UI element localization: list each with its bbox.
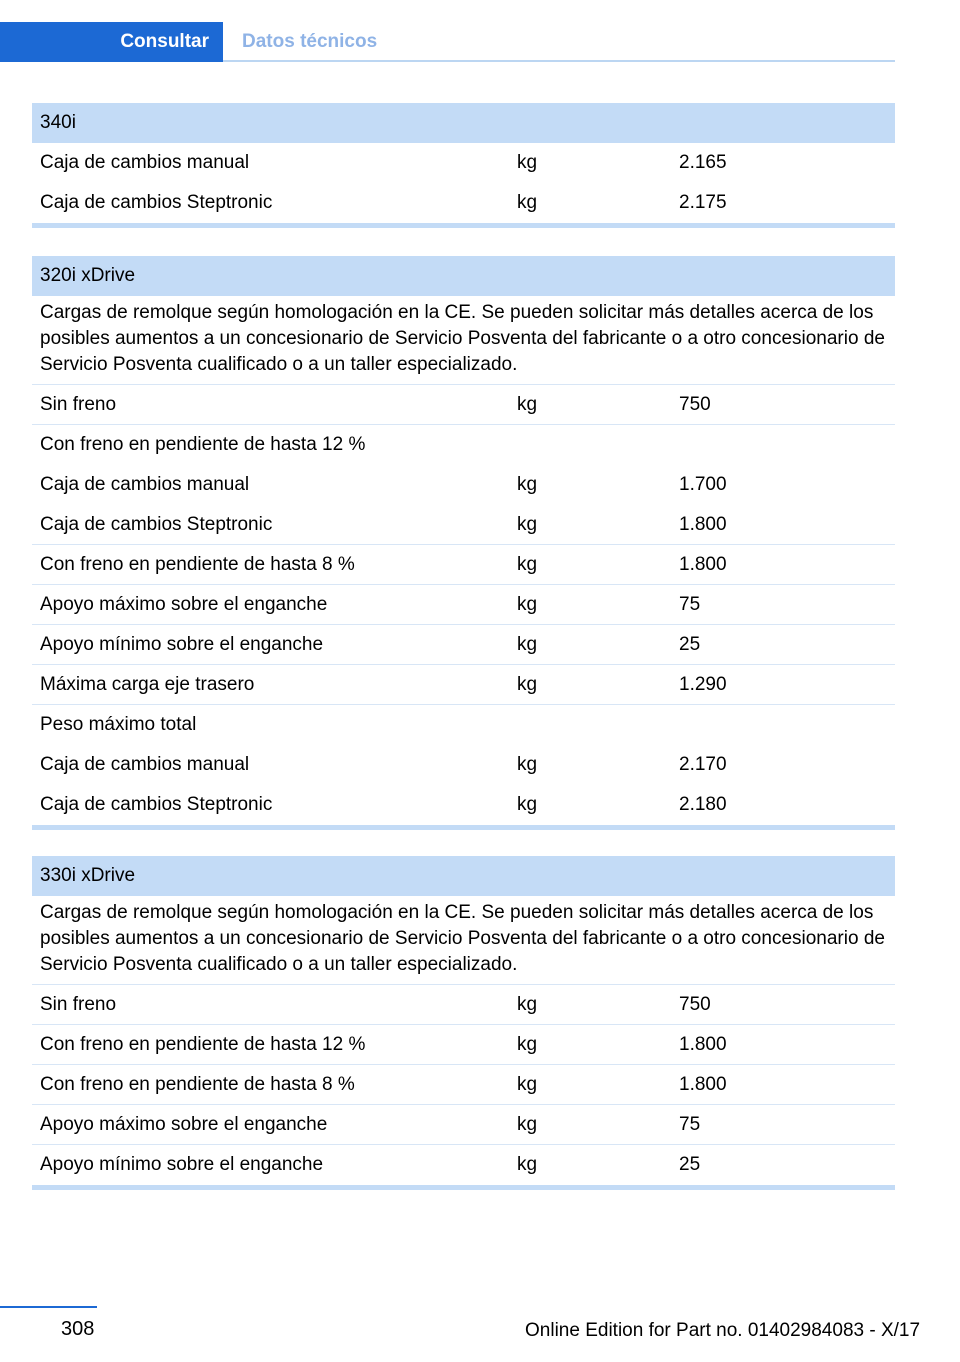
table-row <box>32 585 895 625</box>
row-label: Apoyo mínimo sobre el enganche <box>40 633 324 655</box>
header-divider <box>223 60 895 62</box>
table-row <box>32 665 895 705</box>
row-value: 2.180 <box>679 794 727 815</box>
table-330i-xdrive <box>32 856 895 1190</box>
row-label: Caja de cambios manual <box>40 152 250 173</box>
row-unit: kg <box>517 553 538 575</box>
table-row <box>32 985 895 1025</box>
row-value: 750 <box>679 993 711 1015</box>
table-row <box>32 1145 895 1185</box>
row-unit: kg <box>517 993 538 1015</box>
table-end-rule <box>32 1185 895 1190</box>
row-unit: kg <box>517 794 538 815</box>
row-value: 75 <box>679 593 701 615</box>
row-value: 1.290 <box>679 673 727 695</box>
row-unit: kg <box>517 593 538 615</box>
row-value: 2.170 <box>679 754 727 775</box>
table-row <box>32 1025 895 1065</box>
row-value: 1.700 <box>679 474 727 495</box>
row-label: Caja de cambios manual <box>40 754 250 775</box>
table-end-rule <box>32 223 895 228</box>
row-value: 25 <box>679 633 701 655</box>
table-title: 320i xDrive <box>32 256 895 296</box>
row-value: 75 <box>679 1113 701 1135</box>
row-unit: kg <box>517 1033 538 1055</box>
footer-edition: Online Edition for Part no. 01402984083 - X/17 <box>525 1320 921 1341</box>
row-label: Apoyo máximo sobre el enganche <box>40 1113 328 1135</box>
row-unit: kg <box>517 633 538 655</box>
row-label: Caja de cambios Steptronic <box>40 794 273 815</box>
table-row <box>32 785 895 825</box>
table-row <box>32 183 895 223</box>
table-row <box>32 625 895 665</box>
row-unit: kg <box>517 1073 538 1095</box>
row-value: 750 <box>679 393 711 415</box>
row-unit: kg <box>517 152 538 173</box>
table-row <box>32 1065 895 1105</box>
row-unit: kg <box>517 1113 538 1135</box>
row-label: Sin freno <box>40 993 117 1015</box>
table-end-rule <box>32 825 895 830</box>
row-label: Apoyo mínimo sobre el enganche <box>40 1154 324 1175</box>
table-320i-xdrive <box>32 256 895 830</box>
row-label: Caja de cambios Steptronic <box>40 513 273 535</box>
row-value: 1.800 <box>679 1033 727 1055</box>
page-number-rule <box>0 1306 97 1308</box>
row-unit: kg <box>517 393 538 415</box>
row-label: Con freno en pendiente de hasta 12 % <box>40 1033 366 1055</box>
table-row <box>32 385 895 425</box>
table-row <box>32 1105 895 1145</box>
table-title: 330i xDrive <box>32 856 895 896</box>
row-label: Sin freno <box>40 393 117 415</box>
row-value: 2.175 <box>679 192 727 213</box>
row-unit: kg <box>517 474 538 495</box>
table-row <box>32 745 895 785</box>
table-340i <box>32 103 895 228</box>
row-unit: kg <box>517 1154 538 1175</box>
row-value: 1.800 <box>679 1073 727 1095</box>
row-label: Con freno en pendiente de hasta 8 % <box>40 553 355 575</box>
table-row <box>32 705 895 745</box>
row-label: Caja de cambios manual <box>40 474 250 495</box>
table-note: Cargas de remolque según homologación en la CE. Se pueden solicitar más detalles acerca de los posibles aumentos a un concesionario de Servicio Posventa del fabricante o a otro concesionario de Servicio Posventa cualificado o a un taller especializado. <box>32 296 895 385</box>
row-label: Apoyo máximo sobre el enganche <box>40 593 328 615</box>
tab-datos-tecnicos[interactable]: Datos técnicos <box>242 31 378 52</box>
table-note: Cargas de remolque según homologación en la CE. Se pueden solicitar más detalles acerca de los posibles aumentos a un concesionario de Servicio Posventa del fabricante o a otro concesionario de Servicio Posventa cualificado o a un taller especializado. <box>32 896 895 985</box>
row-unit: kg <box>517 513 538 535</box>
table-row <box>32 425 895 465</box>
row-unit: kg <box>517 754 538 775</box>
row-label: Caja de cambios Steptronic <box>40 192 273 213</box>
table-title: 340i <box>32 103 895 143</box>
table-row <box>32 505 895 545</box>
row-label: Máxima carga eje trasero <box>40 673 255 695</box>
table-row <box>32 545 895 585</box>
table-row <box>32 143 895 183</box>
page-number: 308 <box>61 1318 95 1340</box>
row-label: Con freno en pendiente de hasta 12 % <box>40 434 366 455</box>
row-value: 2.165 <box>679 152 727 173</box>
row-value: 25 <box>679 1154 701 1175</box>
row-label: Peso máximo total <box>40 714 197 735</box>
row-value: 1.800 <box>679 553 727 575</box>
header-bar <box>0 0 895 62</box>
table-row <box>32 465 895 505</box>
row-unit: kg <box>517 192 538 213</box>
tab-consultar[interactable]: Consultar <box>0 22 223 62</box>
row-unit: kg <box>517 673 538 695</box>
row-label: Con freno en pendiente de hasta 8 % <box>40 1073 355 1095</box>
row-value: 1.800 <box>679 513 727 535</box>
